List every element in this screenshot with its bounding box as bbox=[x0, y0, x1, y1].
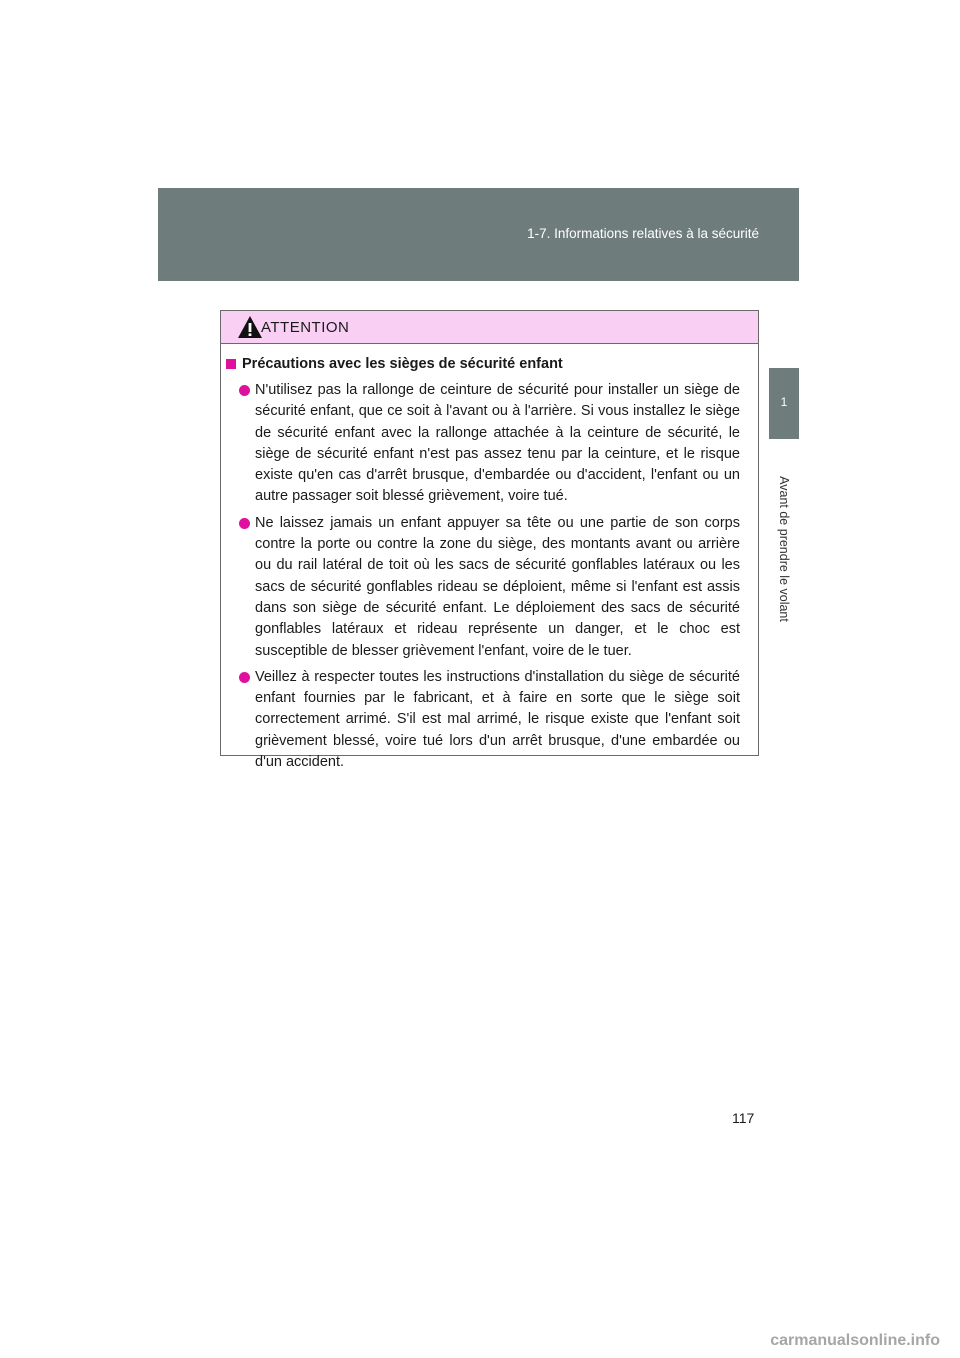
section-title: 1-7. Informations relatives à la sécurité bbox=[527, 226, 759, 241]
section-header-band bbox=[158, 188, 799, 281]
chapter-number: 1 bbox=[780, 395, 788, 409]
watermark: carmanualsonline.info bbox=[770, 1332, 940, 1349]
bullet-icon bbox=[239, 385, 250, 396]
square-bullet-icon bbox=[226, 359, 236, 369]
list-item-text: Veillez à respecter toutes les instructions d'installation du siège de sécurité enfant fournies par le fabricant, et à faire en sorte que le siège soit correctement arrimé. S'il est mal arrimé, le risque existe que l'enfant soit grièvement blessé, voire tué lors d'un arrêt brusque, d'une embardée ou d'un accident. bbox=[255, 668, 740, 771]
list-item bbox=[225, 513, 740, 662]
section-heading-text: Précautions avec les sièges de sécurité enfant bbox=[242, 356, 563, 372]
chapter-tab bbox=[769, 368, 799, 439]
list-item bbox=[225, 380, 740, 508]
bullet-icon bbox=[239, 672, 250, 683]
bullet-icon bbox=[239, 518, 250, 529]
chapter-label: Avant de prendre le volant bbox=[777, 476, 791, 622]
warning-header bbox=[221, 311, 758, 344]
section-heading bbox=[225, 354, 740, 374]
warning-title: ATTENTION bbox=[261, 319, 350, 336]
warning-triangle-icon bbox=[237, 315, 263, 339]
page-number: 117 bbox=[732, 1110, 755, 1126]
chapter-label-tab bbox=[769, 439, 799, 659]
warning-box bbox=[220, 310, 759, 771]
list-item bbox=[225, 667, 740, 773]
list-item-text: N'utilisez pas la rallonge de ceinture de sécurité pour installer un siège de sécurité enfant, que ce soit à l'avant ou à l'arrière. Si vous installez le siège de sécurité enfant avec la rallonge attachée à la ceinture de sécurité, le siège de sécurité enfant n'est pas assez tenu par la ceinture, et le risque existe qu'en cas d'arrêt brusque, d'embardée ou d'accident, l'enfant ou un autre passager soit blessé grièvement, voire tué. bbox=[255, 382, 740, 505]
warning-body bbox=[221, 344, 758, 773]
list-item-text: Ne laissez jamais un enfant appuyer sa tête ou une partie de son corps contre la porte ou contre la zone du siège, des montants avant ou arrière ou du rail latéral de toit où les sacs de sécurité gonflables latéraux ou les sacs de sécurité gonflables rideau se déploient, même si l'enfant est assis dans son siège de sécurité enfant. Le déploiement des sacs de sécurité gonflables latéraux et rideau représente un danger, et le choc est susceptible de blesser grièvement l'enfant, voire de le tuer. bbox=[255, 514, 740, 659]
